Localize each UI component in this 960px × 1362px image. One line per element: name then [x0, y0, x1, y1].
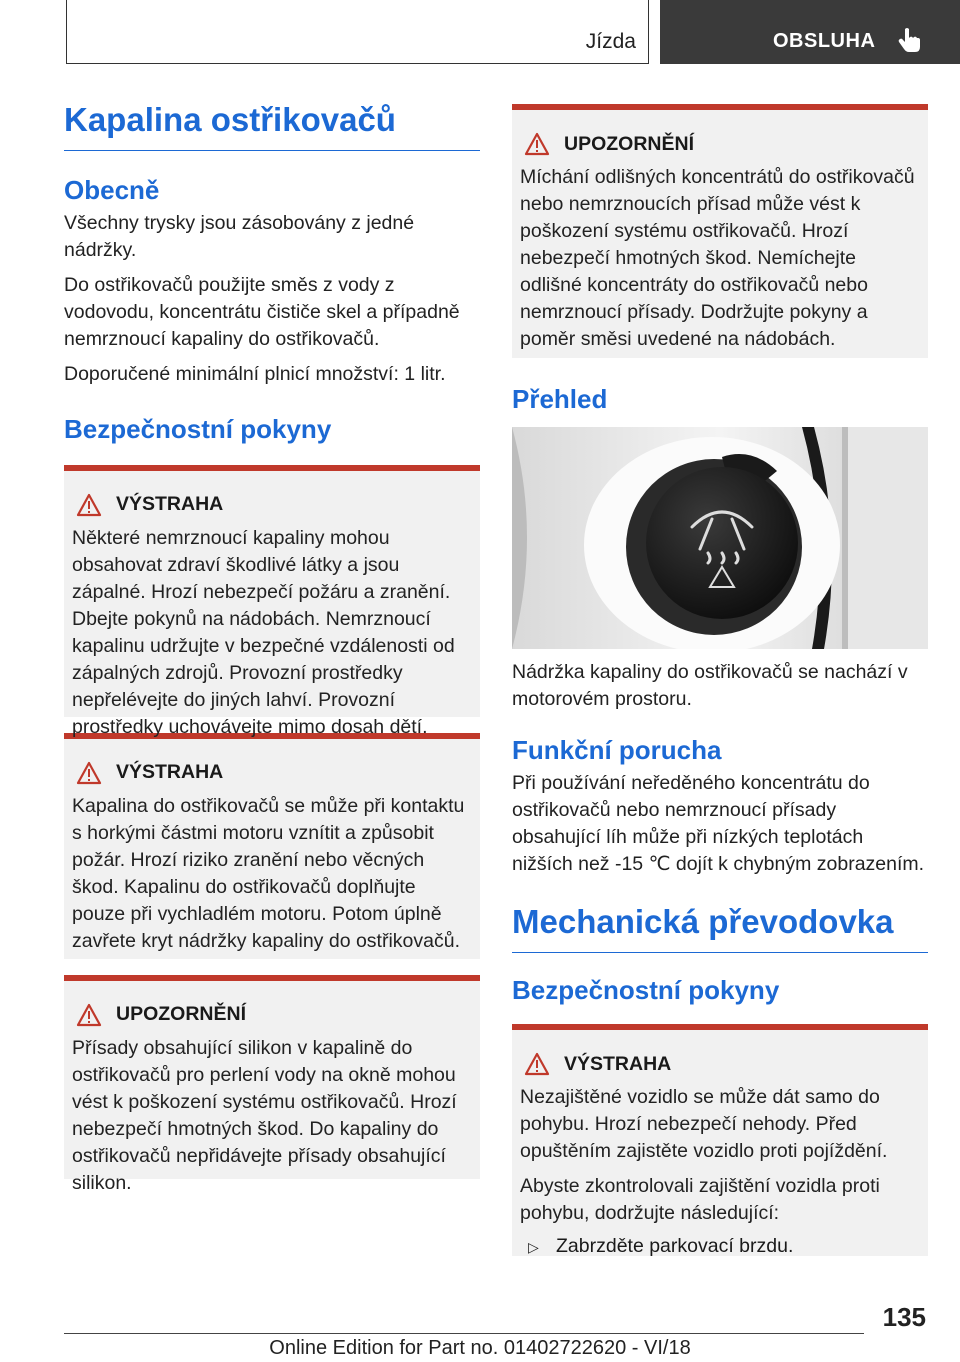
box-text: Nezajištěné vozidlo se může dát samo do pohybu. Hrozí nebezpečí nehody. Před opuštěním zajistěte vozidlo proti pojíždění.	[520, 1086, 888, 1163]
box-text: Kapalina do ostřikovačů se může při kontaktu s horkými částmi motoru vznítit a způsobit požár. Hrozí riziko zranění nebo věcných škod. Kapalinu do ostřikovačů doplňujte pouze při vychladlém motoru. Potom úplně zavřete kryt nádržky kapaliny do ostřikovačů.	[72, 794, 465, 952]
warning-triangle-icon	[524, 132, 550, 156]
footer-divider	[64, 1333, 864, 1334]
paragraph: Do ostřikovačů použijte směs z vody z vodovodu, koncentrátu čističe skel a případně nemrznoucí kapaliny do ostřikovačů.	[64, 273, 460, 350]
heading-general: Obecně	[64, 174, 160, 205]
list-item-text: Zabrzděte parkovací brzdu.	[556, 1235, 794, 1258]
chapter-title: OBSLUHA	[773, 30, 876, 52]
heading-overview: Přehled	[512, 384, 608, 414]
box-text: Míchání odlišných koncentrátů do ostřikovačů nebo nemrznoucích přísad může vést k poškození systému ostřikovačů. Hrozí nebezpečí hmotných škod. Nemíchejte odlišné koncentráty do ostřikovačů nebo nemrznoucí přísady. Dodržujte pokyny a poměr směsi uvedené na nádobách.	[520, 166, 915, 350]
warning-triangle-icon	[524, 1052, 550, 1076]
section-heading-rule	[64, 100, 480, 151]
chapter-tab	[660, 0, 960, 64]
warning-triangle-icon	[76, 761, 102, 785]
page-header	[0, 0, 960, 66]
right-column	[512, 104, 928, 1256]
heading-manual-transmission: Mechanická převodovka	[512, 903, 894, 941]
heading-safety: Bezpečnostní pokyny	[512, 974, 780, 1005]
warning-triangle-icon	[76, 1003, 102, 1027]
warning-box	[64, 733, 480, 959]
washer-reservoir-photo	[512, 427, 928, 649]
box-title: VÝSTRAHA	[116, 493, 224, 516]
paragraph: Všechny trysky jsou zásobovány z jedné nádržky.	[64, 211, 415, 261]
list-item	[520, 1233, 922, 1261]
box-title: VÝSTRAHA	[116, 761, 224, 784]
notice-box	[64, 975, 480, 1194]
heading-washer-fluid: Kapalina ostřikovačů	[64, 101, 396, 138]
section-title: Jízda	[585, 30, 636, 53]
box-title: UPOZORNĚNÍ	[116, 1003, 247, 1026]
notice-box	[512, 104, 928, 358]
section-heading-rule	[512, 902, 928, 953]
heading-safety: Bezpečnostní pokyny	[64, 413, 332, 444]
box-title: UPOZORNĚNÍ	[564, 132, 695, 155]
photo-caption: Nádržka kapaliny do ostřikovačů se nachází v motorovém prostoru.	[512, 661, 908, 711]
box-text: Některé nemrznoucí kapaliny mohou obsahovat zdraví škodlivé látky a jsou zápalné. Hrozí nebezpečí požáru a zranění. Dbejte pokynů na nádobách. Nemrznoucí kapalinu udržujte v bezpečné vzdálenosti od zápalných zdrojů. Provozní prostředky nepřelévejte do jiných lahví. Provozní prostředky uchovávejte mimo dosah dětí.	[72, 526, 455, 738]
paragraph: Doporučené minimální plnicí množství: 1 litr.	[64, 362, 446, 385]
footer-edition: Online Edition for Part no. 01402722620 - VI/18	[269, 1337, 691, 1359]
warning-triangle-icon	[76, 493, 102, 517]
warning-box	[64, 465, 480, 738]
section-tab	[66, 0, 649, 64]
triangle-bullet-icon: ▷	[528, 1239, 539, 1256]
washer-cap-illustration	[512, 427, 928, 649]
page-number: 135	[882, 1302, 926, 1332]
paragraph: Při používání neředěného koncentrátu do ostřikovačů nebo nemrznoucí přísady obsahující líh může při nízkých teplotách nižších než -15 ℃ dojít k chybným zobrazením.	[512, 772, 925, 876]
heading-malfunction: Funkční porucha	[512, 735, 722, 766]
box-text: Abyste zkontrolovali zajištění vozidla proti pohybu, dodržujte následující:	[520, 1175, 880, 1225]
hand-pointer-icon	[896, 26, 924, 54]
box-title: VÝSTRAHA	[564, 1052, 672, 1075]
warning-box	[512, 1024, 928, 1256]
left-column	[64, 100, 480, 1194]
box-text: Přísady obsahující silikon v kapalině do ostřikovačů pro perlení vody na okně mohou vést k poškození systému ostřikovačů. Hrozí nebezpečí hmotných škod. Do kapaliny do ostřikovačů nepřidávejte přísady obsahující silikon.	[72, 1036, 457, 1194]
